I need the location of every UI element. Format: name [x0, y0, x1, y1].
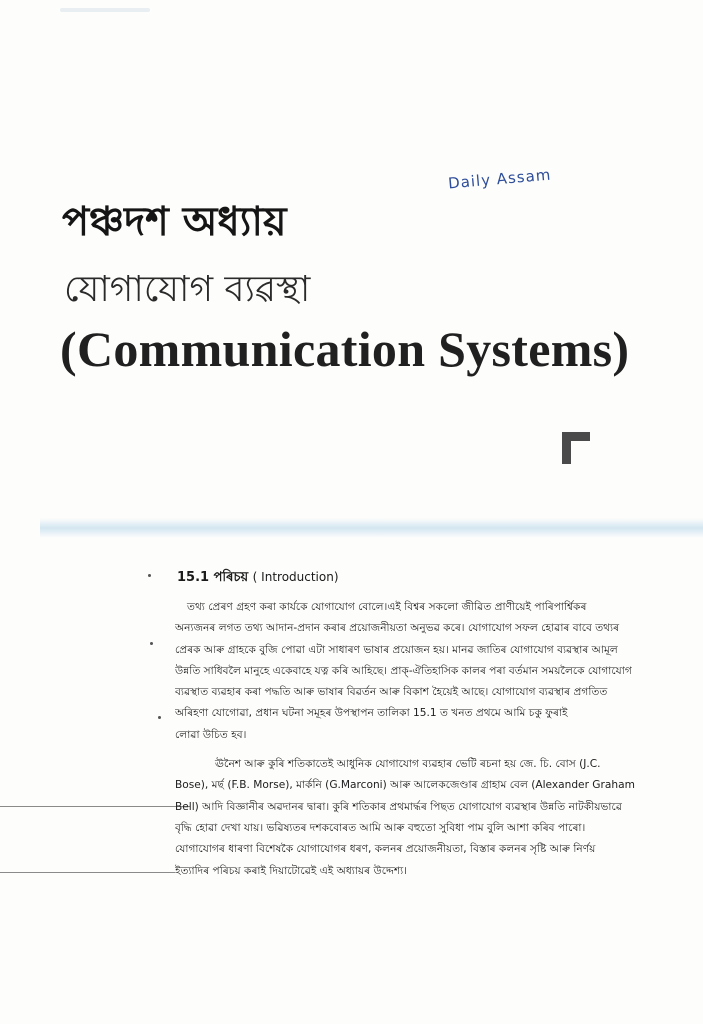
paragraph-line: লোৱা উচিত হব। [175, 728, 247, 741]
scan-speck [150, 642, 153, 645]
corner-bracket-mark [562, 432, 590, 464]
scan-speck [148, 574, 151, 577]
introduction-section [175, 568, 645, 890]
paragraph-1 [175, 597, 645, 746]
paragraph-line: যোগাযোগৰ ধাৰণা বিশেষকৈ যোগাযোগৰ ধৰণ, কলনৰ প্ৰয়োজনীয়তা, বিস্তাৰ কলনৰ সৃষ্টি আৰু নিৰ্ণয় [175, 843, 596, 856]
scan-edge [60, 8, 150, 12]
chapter-title-assamese: যোগাযোগ ব্যৱস্থা [64, 269, 311, 310]
section-heading-english: ( Introduction) [252, 570, 339, 584]
scan-speck [158, 716, 161, 719]
stray-pen-line [0, 872, 175, 873]
paragraph-line: বৃদ্ধি হোৱা দেখা যায়। ভৱিষ্যতৰ দশকবোৰত আমি আৰু বহুতো সুবিধা পাম বুলি আশা কৰিব পাৰো। [175, 821, 586, 834]
paragraph-line: Bell) আদি বিজ্ঞানীৰ অৱদানৰ দ্বাৰা। কুৰি শতিকাৰ প্ৰথমাৰ্দ্ধৰ পিছত যোগাযোগ ব্যৱস্থাৰ উন্নতি নাটকীয়ভাৱে [175, 800, 622, 813]
section-heading [177, 568, 645, 589]
handwritten-annotation: Daily Assam [447, 165, 553, 193]
paragraph-line: অন্যজনৰ লগত তথ্য আদান-প্ৰদান কৰাৰ প্ৰয়োজনীয়তা অনুভৱ কৰে। যোগাযোগ সফল হোৱাৰ বাবে তথ্যৰ [175, 622, 620, 635]
paragraph-line: ব্যৱস্থাত ব্যৱহাৰ কৰা পদ্ধতি আৰু ভাষাৰ বিৱৰ্তন আৰু বিকাশ হৈয়েই আছে। যোগাযোগ ব্যৱস্থাৰ প্ৰগতিত [175, 686, 608, 699]
section-divider [40, 518, 703, 538]
paragraph-line: ইত্যাদিৰ পৰিচয় কৰাই দিয়াটোৱেই এই অধ্যায়ৰ উদ্দেশ্য। [175, 864, 407, 877]
paragraph-line: উন্নতি সাধিবলৈ মানুহে একেবাহে যত্ন কৰি আহিছে। প্ৰাক্-ঐতিহাসিক কালৰ পৰা বৰ্তমান সময়লৈকে যোগাযোগ [175, 664, 632, 677]
stray-pen-line [0, 806, 190, 807]
chapter-number-label: পঞ্চদশ অধ্যায় [62, 199, 287, 245]
paragraph-line: প্ৰেৰক আৰু গ্ৰাহকে বুজি পোৱা এটা সাধাৰণ ভাষাৰ প্ৰয়োজন হয়। মানৱ জাতিৰ যোগাযোগ ব্যৱস্থাৰ আমূল [175, 643, 618, 656]
paragraph-line: তথ্য প্ৰেৰণ গ্ৰহণ কৰা কাৰ্যকে যোগাযোগ বোলে।এই বিশ্বৰ সকলো জীৱিত প্ৰাণীয়েই পাৰিপাৰ্শ্বিকৰ [187, 601, 587, 613]
chapter-title-english: (Communication Systems) [60, 321, 630, 377]
section-heading-title: 15.1 পৰিচয় [177, 570, 249, 585]
paragraph-line: Bose), মৰ্ছ (F.B. Morse), মাৰ্কনি (G.Marconi) আৰু আলেকজেণ্ডাৰ গ্ৰাহাম বেল (Alexander Graham [175, 779, 635, 792]
paragraph-line: অৰিহণা যোগোৱা, প্ৰধান ঘটনা সমূহৰ উপস্থাপন তালিকা 15.1 ত খনত প্ৰথমে আমি চকু ফুৰাই [175, 707, 568, 720]
paragraph-2 [175, 754, 645, 882]
paragraph-line: ঊনৈশ আৰু কুৰি শতিকাতেই আধুনিক যোগাযোগ ব্যৱহাৰ ভেটি ৰচনা হয় জে. চি. বোস (J.C. [215, 758, 601, 771]
